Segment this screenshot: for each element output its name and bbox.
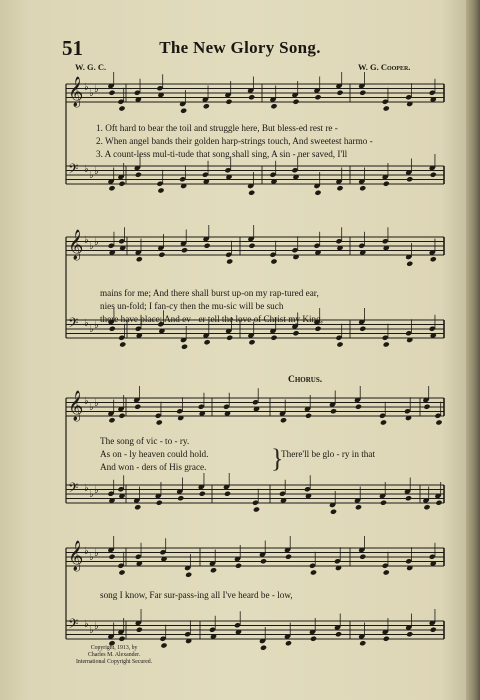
note-head <box>383 105 390 111</box>
hymn-number: 51 <box>62 36 83 60</box>
bass-clef: 𝄢 <box>68 616 79 635</box>
note-head <box>383 569 390 575</box>
note-head <box>108 417 115 423</box>
note-head <box>248 339 255 345</box>
note-head <box>355 504 362 510</box>
treble-clef: 𝄞 <box>68 391 84 421</box>
note-head <box>405 495 412 501</box>
note-head <box>355 404 362 410</box>
verse-brace: } <box>271 444 284 473</box>
note-head <box>383 341 390 347</box>
note-head <box>118 413 125 419</box>
note-head <box>292 99 299 105</box>
note-head <box>134 404 141 410</box>
note-head <box>314 326 321 332</box>
note-head <box>285 640 292 646</box>
note-head <box>224 491 231 497</box>
flat-sign: ♭ <box>89 625 94 636</box>
note-head <box>109 326 116 332</box>
flat-sign: ♭ <box>89 324 94 335</box>
flat-sign: ♭ <box>94 621 99 632</box>
note-head <box>248 190 255 196</box>
note-head <box>181 344 188 350</box>
copyright-notice <box>76 645 152 667</box>
note-head <box>118 181 125 187</box>
note-head <box>280 417 287 423</box>
note-head <box>160 642 167 648</box>
lyric-line: And won - ders of His grace. <box>100 462 207 472</box>
note-head <box>260 645 267 651</box>
note-head <box>119 341 126 347</box>
note-head <box>285 554 292 560</box>
flat-sign: ♭ <box>94 166 99 177</box>
note-head <box>203 103 210 109</box>
note-head <box>204 243 211 249</box>
note-head <box>118 636 125 642</box>
note-head <box>383 636 390 642</box>
note-head <box>253 506 260 512</box>
flat-sign: ♭ <box>84 619 89 630</box>
note-head <box>135 172 142 178</box>
note-head <box>136 627 143 633</box>
flat-sign: ♭ <box>84 82 89 93</box>
note-head <box>314 190 321 196</box>
flat-sign: ♭ <box>84 164 89 175</box>
note-head <box>359 554 366 560</box>
note-head <box>336 185 343 191</box>
note-head <box>380 500 387 506</box>
note-head <box>156 419 163 425</box>
note-head <box>177 495 184 501</box>
note-head <box>430 172 437 178</box>
flat-sign: ♭ <box>94 398 99 409</box>
flat-sign: ♭ <box>94 548 99 559</box>
note-head <box>330 408 337 414</box>
treble-clef: 𝄞 <box>68 77 84 107</box>
note-head <box>430 256 437 262</box>
flat-sign: ♭ <box>94 84 99 95</box>
note-head <box>210 567 217 573</box>
note-head <box>336 341 343 347</box>
lyric-line: The song of vic - to - ry. <box>100 436 190 446</box>
flat-sign: ♭ <box>84 318 89 329</box>
note-head <box>185 572 192 578</box>
flat-sign: ♭ <box>94 485 99 496</box>
note-head <box>336 90 343 96</box>
lyric-line: nies un-fold; I fan-cy then the mu-sic will be such <box>100 301 284 311</box>
words-credit: W. G. C. <box>75 62 107 72</box>
note-head <box>292 330 299 336</box>
flat-sign: ♭ <box>84 546 89 557</box>
note-head <box>406 176 413 182</box>
note-head <box>204 339 211 345</box>
note-head <box>359 90 366 96</box>
note-head <box>335 631 342 637</box>
note-head <box>226 335 233 341</box>
note-head <box>270 258 277 264</box>
note-head <box>225 99 232 105</box>
flat-sign: ♭ <box>89 489 94 500</box>
music-credit: W. G. Cooper. <box>358 62 411 72</box>
note-head <box>380 419 387 425</box>
note-head <box>270 335 277 341</box>
flat-sign: ♭ <box>84 235 89 246</box>
flat-sign: ♭ <box>84 483 89 494</box>
note-head <box>359 185 366 191</box>
lyric-line: 1. Oft hard to bear the toil and struggle here, But bless-ed rest re - <box>96 123 338 133</box>
note-head <box>118 105 125 111</box>
bass-clef: 𝄢 <box>68 315 79 334</box>
copyright-line: Charles M. Alexander. <box>87 652 141 659</box>
note-head <box>108 90 115 96</box>
chorus-label: Chorus. <box>288 375 323 385</box>
note-head <box>330 509 337 515</box>
note-head <box>248 94 255 100</box>
note-head <box>359 640 366 646</box>
lyric-line: there have place; And ev - er tell the love of Christ my King, <box>100 314 323 324</box>
note-head <box>310 569 317 575</box>
note-head <box>108 185 115 191</box>
flat-sign: ♭ <box>84 396 89 407</box>
note-head <box>423 504 430 510</box>
note-head <box>226 258 233 264</box>
note-head <box>235 563 242 569</box>
treble-clef: 𝄞 <box>68 541 84 571</box>
note-head <box>383 181 390 187</box>
copyright-line: International Copyright Secured. <box>76 659 153 666</box>
note-head <box>435 500 442 506</box>
note-head <box>248 243 255 249</box>
note-head <box>305 413 312 419</box>
note-head <box>108 554 115 560</box>
flat-sign: ♭ <box>94 320 99 331</box>
note-head <box>157 187 164 193</box>
hymn-title: The New Glory Song. <box>159 38 321 57</box>
flat-sign: ♭ <box>89 88 94 99</box>
lyric-line: 3. A count-less mul-ti-tude that song shall sing, A sin - ner saved, I'll <box>96 149 348 159</box>
note-head <box>180 108 187 114</box>
note-head <box>199 491 206 497</box>
note-head <box>406 261 413 267</box>
note-head <box>181 247 188 253</box>
flat-sign: ♭ <box>89 170 94 181</box>
flat-sign: ♭ <box>94 237 99 248</box>
lyric-line: mains for me; And there shall burst up-on my rap-tured ear, <box>100 288 319 298</box>
note-head <box>134 504 141 510</box>
note-head <box>423 404 430 410</box>
flat-sign: ♭ <box>89 402 94 413</box>
bass-clef: 𝄢 <box>68 480 79 499</box>
lyric-line: 2. When angel bands their golden harp-strings touch, And sweetest harmo - <box>96 136 373 146</box>
copyright-line: Copyright, 1913, by <box>90 645 138 651</box>
note-head <box>430 627 437 633</box>
note-head <box>435 419 442 425</box>
flat-sign: ♭ <box>89 552 94 563</box>
note-head <box>136 256 143 262</box>
note-head <box>406 631 413 637</box>
note-head <box>118 569 125 575</box>
flat-sign: ♭ <box>89 241 94 252</box>
bass-clef: 𝄢 <box>68 161 79 180</box>
note-head <box>260 558 267 564</box>
note-head <box>314 94 321 100</box>
note-head <box>359 326 366 332</box>
note-head <box>310 636 317 642</box>
note-head <box>270 103 277 109</box>
chorus-lyric-line: There'll be glo - ry in that <box>281 449 376 459</box>
note-head <box>156 500 163 506</box>
lyric-line: As on - ly heaven could hold. <box>100 449 209 459</box>
treble-clef: 𝄞 <box>68 230 84 260</box>
lyric-line: song I know, Far sur-pass-ing all I've heard be - low, <box>100 590 293 600</box>
note-head <box>158 252 165 258</box>
